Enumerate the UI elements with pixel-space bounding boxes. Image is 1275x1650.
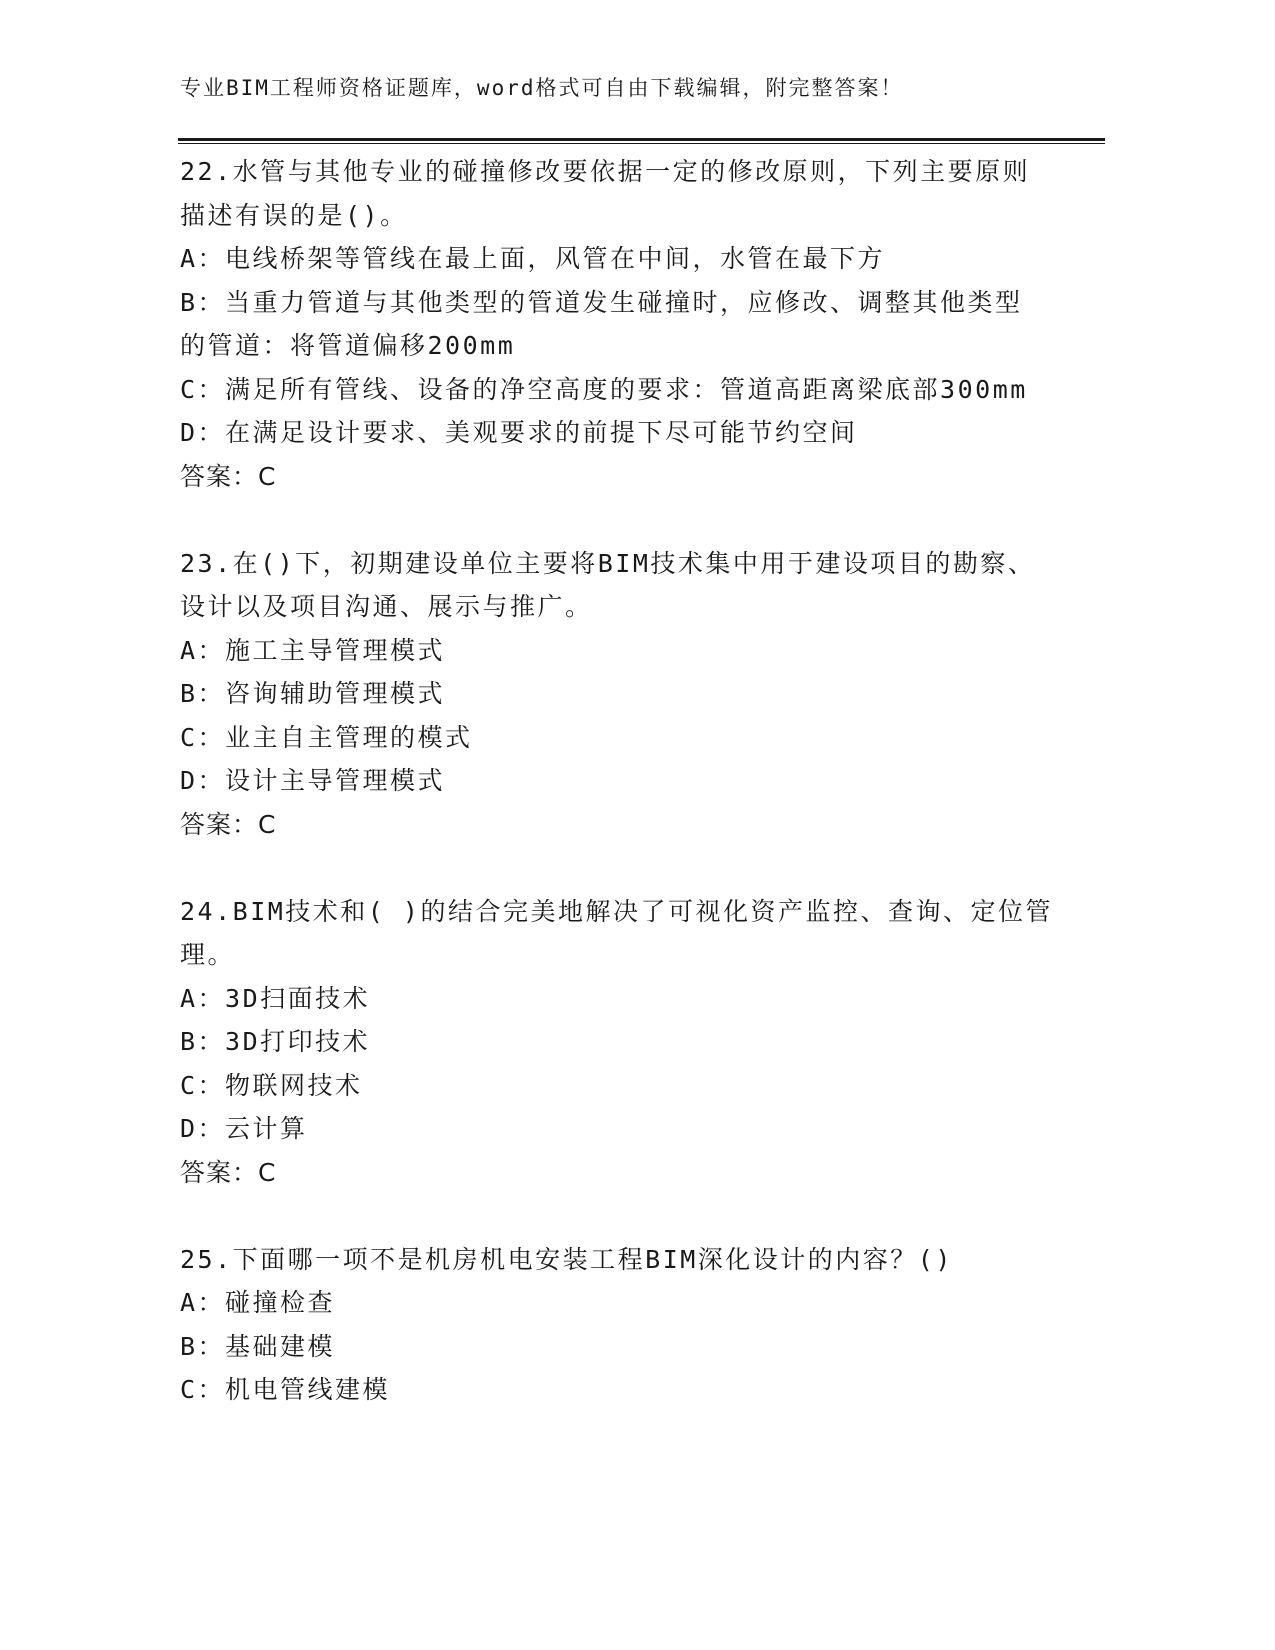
question-list: [180, 150, 1060, 1412]
question-spacer: [180, 1194, 1060, 1238]
option-line: D：设计主导管理模式: [180, 766, 446, 795]
option-line: D：在满足设计要求、美观要求的前提下尽可能节约空间: [180, 418, 858, 447]
header-rule-thick: [178, 138, 1105, 141]
header-rule-thin: [178, 143, 1105, 144]
question-spacer: [180, 846, 1060, 890]
option-line: C：业主自主管理的模式: [180, 722, 473, 752]
option-line: B：基础建模: [180, 1331, 336, 1361]
question-25: [180, 1238, 1060, 1412]
option-line: D：云计算: [180, 1114, 308, 1143]
option-line: A：碰撞检查: [180, 1288, 336, 1317]
answer-line: 答案：C: [180, 809, 277, 839]
question-23: [180, 542, 1060, 847]
page-header: 专业BIM工程师资格证题库，word格式可自由下载编辑，附完整答案！: [180, 76, 904, 100]
question-stem-line: 25.下面哪一项不是机房机电安装工程BIM深化设计的内容？(): [180, 1244, 953, 1274]
question-stem-line: 23.在()下，初期建设单位主要将BIM技术集中用于建设项目的勘察、: [180, 548, 1036, 578]
option-line: A：电线桥架等管线在最上面，风管在中间，水管在最下方: [180, 244, 886, 273]
option-line: C：机电管线建模: [180, 1375, 391, 1404]
option-line: 的管道：将管道偏移200mm: [180, 331, 516, 360]
question-24: [180, 890, 1060, 1195]
answer-line: 答案：C: [180, 461, 277, 491]
option-line: B：3D打印技术: [180, 1027, 371, 1056]
option-line: B：咨询辅助管理模式: [180, 679, 446, 708]
question-22: [180, 150, 1060, 498]
answer-line: 答案：C: [180, 1157, 277, 1187]
option-line: C：物联网技术: [180, 1070, 363, 1100]
question-spacer: [180, 498, 1060, 542]
question-stem-line: 理。: [180, 940, 236, 969]
option-line: B：当重力管道与其他类型的管道发生碰撞时，应修改、调整其他类型: [180, 287, 1023, 317]
option-line: A：3D扫面技术: [180, 983, 371, 1013]
question-stem-line: 设计以及项目沟通、展示与推广。: [180, 592, 593, 621]
question-stem-line: 描述有误的是()。: [180, 200, 408, 230]
option-line: C：满足所有管线、设备的净空高度的要求：管道高距离梁底部300mm: [180, 374, 1028, 404]
question-stem-line: 24.BIM技术和( )的结合完美地解决了可视化资产监控、查询、定位管: [180, 896, 1053, 926]
question-stem-line: 22.水管与其他专业的碰撞修改要依据一定的修改原则，下列主要原则: [180, 157, 1031, 186]
option-line: A：施工主导管理模式: [180, 635, 446, 665]
